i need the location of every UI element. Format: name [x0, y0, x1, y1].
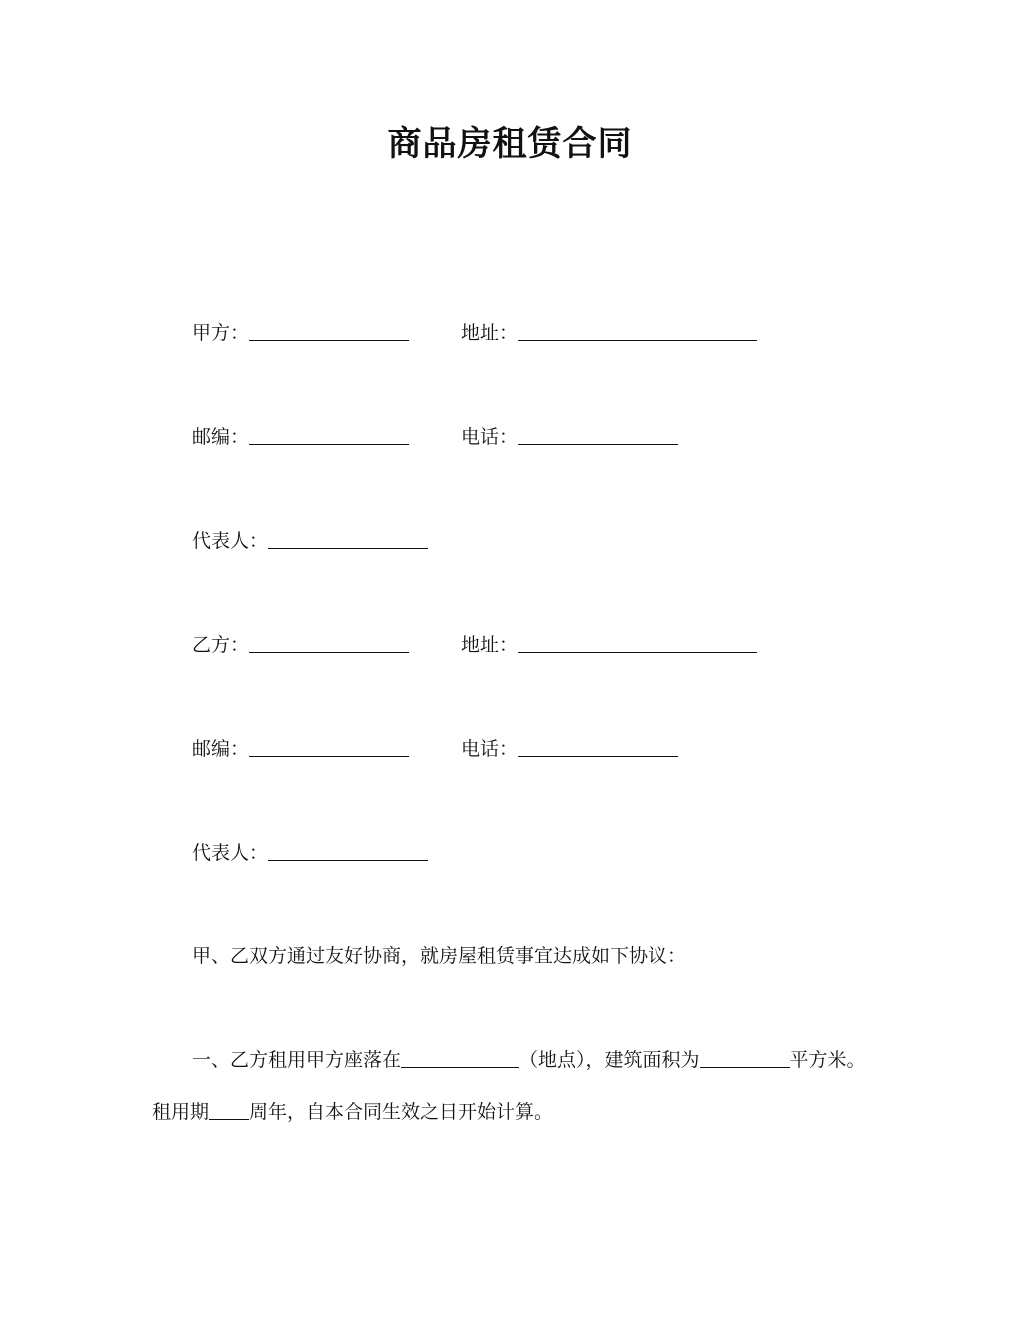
- party-a-phone-label: 电话：: [461, 426, 519, 448]
- party-b-postcode-label: 邮编：: [192, 738, 250, 760]
- party-b-phone-blank: [518, 737, 678, 757]
- party-a-name-field: [192, 320, 409, 346]
- party-b-address-blank: [518, 633, 757, 653]
- party-a-postcode-label: 邮编：: [192, 426, 250, 448]
- party-b-postcode-blank: [249, 737, 409, 757]
- party-b-name-label: 乙方：: [192, 634, 250, 656]
- party-b-representative-field: [192, 840, 428, 866]
- clause-1-line-1: [192, 1047, 866, 1073]
- location-blank: [401, 1048, 519, 1068]
- clause-1-text-1: 一、乙方租用甲方座落在: [192, 1049, 402, 1071]
- party-a-representative-label: 代表人：: [192, 530, 269, 552]
- party-b-address-label: 地址：: [461, 634, 519, 656]
- area-blank: [700, 1048, 790, 1068]
- party-b-name-blank: [249, 633, 409, 653]
- clause-1-text-5: 周年，自本合同生效之日开始计算。: [249, 1101, 554, 1123]
- party-a-representative-field: [192, 528, 428, 554]
- clause-1-text-3: 平方米。: [789, 1049, 866, 1071]
- party-b-representative-blank: [268, 841, 428, 861]
- party-a-name-blank: [249, 321, 409, 341]
- clause-1-text-2: （地点），建筑面积为: [519, 1049, 700, 1071]
- document-title: 商品房租赁合同: [387, 124, 633, 164]
- party-b-phone-field: [461, 736, 678, 762]
- party-b-phone-label: 电话：: [461, 738, 519, 760]
- party-a-postcode-blank: [249, 425, 409, 445]
- party-a-postcode-field: [192, 424, 409, 450]
- intro-paragraph: 甲、乙双方通过友好协商，就房屋租赁事宜达成如下协议：: [192, 945, 687, 967]
- party-b-name-field: [192, 632, 409, 658]
- party-a-representative-blank: [268, 529, 428, 549]
- party-a-address-blank: [518, 321, 757, 341]
- party-b-address-field: [461, 632, 757, 658]
- party-a-name-label: 甲方：: [192, 322, 250, 344]
- party-a-address-label: 地址：: [461, 322, 519, 344]
- party-a-phone-blank: [518, 425, 678, 445]
- party-a-address-field: [461, 320, 757, 346]
- party-b-representative-label: 代表人：: [192, 842, 269, 864]
- clause-1-text-4: 租用期: [152, 1101, 210, 1123]
- clause-1-line-2: [152, 1099, 553, 1125]
- party-a-phone-field: [461, 424, 678, 450]
- party-b-postcode-field: [192, 736, 409, 762]
- lease-years-blank: [209, 1100, 249, 1120]
